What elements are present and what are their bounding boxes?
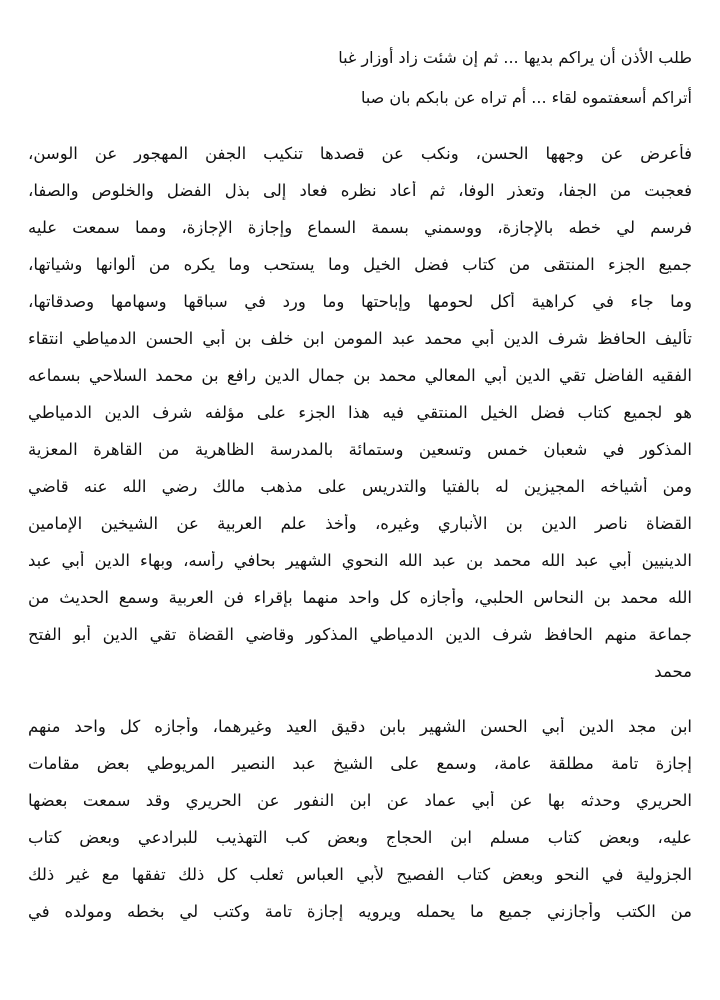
text-line: الدينيين أبي عبد الله محمد بن عبد الله النحوي الشهير بحافي رأسه، وبهاء الدين أبي عبد: [28, 551, 692, 570]
text-line: تأليف الحافظ شرف الدين أبي محمد عبد المومن ابن خلف بن أبي الحسن الدمياطي انتقاء: [28, 329, 692, 348]
text-line: وما جاء في كراهية أكل لحومها وإباحتها وما ورد في سباقها وسهامها وصدقاتها،: [28, 292, 692, 311]
text-line: جميع الجزء المنتقى من كتاب فضل الخيل وما يستحب وما يكره من ألوانها وشياتها،: [28, 255, 692, 274]
poem-line: أتراكم أسعفتموه لقاء ... أم تراه عن بابكم بان صبا: [360, 88, 692, 107]
text-line: إجازة تامة مطلقة عامة، وسمع على الشيخ عبد النصير المريوطي بعض مقامات: [28, 754, 692, 773]
text-line: الفقيه الفاضل تقي الدين أبي المعالي محمد بن جمال الدين رافع بن محمد السلاحي بسماعه: [28, 366, 692, 385]
text-line: من الكتب وأجازني جميع ما يحمله ويرويه إجازة تامة وكتب لي بخطه ومولده في: [28, 902, 692, 921]
text-line: جماعة منهم الحافظ شرف الدين الدمياطي المذكور وقاضي القضاة تقي الدين أبو الفتح: [28, 625, 692, 644]
text-line: فرسم لي خطه بالإجازة، ووسمني بسمة السماع وإجازة الإجازة، ومما سمعت عليه: [28, 218, 692, 237]
text-line: هو لجميع كتاب فضل الخيل المنتقي فيه هذا الجزء على مؤلفه شرف الدين الدمياطي: [28, 403, 692, 422]
text-line: المذكور في شعبان خمس وتسعين وستمائة بالمدرسة الظاهرية من القاهرة المعزية: [28, 440, 692, 459]
text-line: الحريري وحدثه بها عن أبي عماد عن ابن النفور عن الحريري وقد سمعت بعضها: [28, 791, 692, 810]
text-line: محمد: [654, 662, 692, 681]
text-line: ومن أشياخه المجيزين له بالفتيا والتدريس على مذهب مالك رضي الله عنه قاضي: [28, 477, 692, 496]
poem-line: طلب الأذن أن يراكم بديها ... ثم إن شئت زاد أوزار غبا: [338, 48, 692, 67]
text-line: ابن مجد الدين أبي الحسن الشهير بابن دقيق العيد وغيرهما، وأجازه كل واحد منهم: [28, 717, 692, 736]
text-line: الجزولية في النحو وبعض كتاب الفصيح لأبي العباس ثعلب كل ذلك تفقها مع غير ذلك: [28, 865, 692, 884]
text-line: الله محمد بن النحاس الحلبي، وأجازه كل واحد منهما بإقراء فن العربية وسمع الحديث من: [28, 588, 692, 607]
text-line: عليه، وبعض كتاب مسلم ابن الحجاج وبعض كب التهذيب للبرادعي وبعض كتاب: [28, 828, 692, 847]
text-line: فعجبت من الجفا، وتعذر الوفا، ثم أعاد نظره فعاد إلى بذل الفضل والخلوص والصفا،: [28, 181, 692, 200]
text-line: القضاة ناصر الدين بن الأنباري وغيره، وأخذ علم العربية عن الشيخين الإمامين: [28, 514, 692, 533]
text-line: فأعرض عن وجهها الحسن، ونكب عن قصدها تنكيب الجفن المهجور عن الوسن،: [28, 144, 692, 163]
